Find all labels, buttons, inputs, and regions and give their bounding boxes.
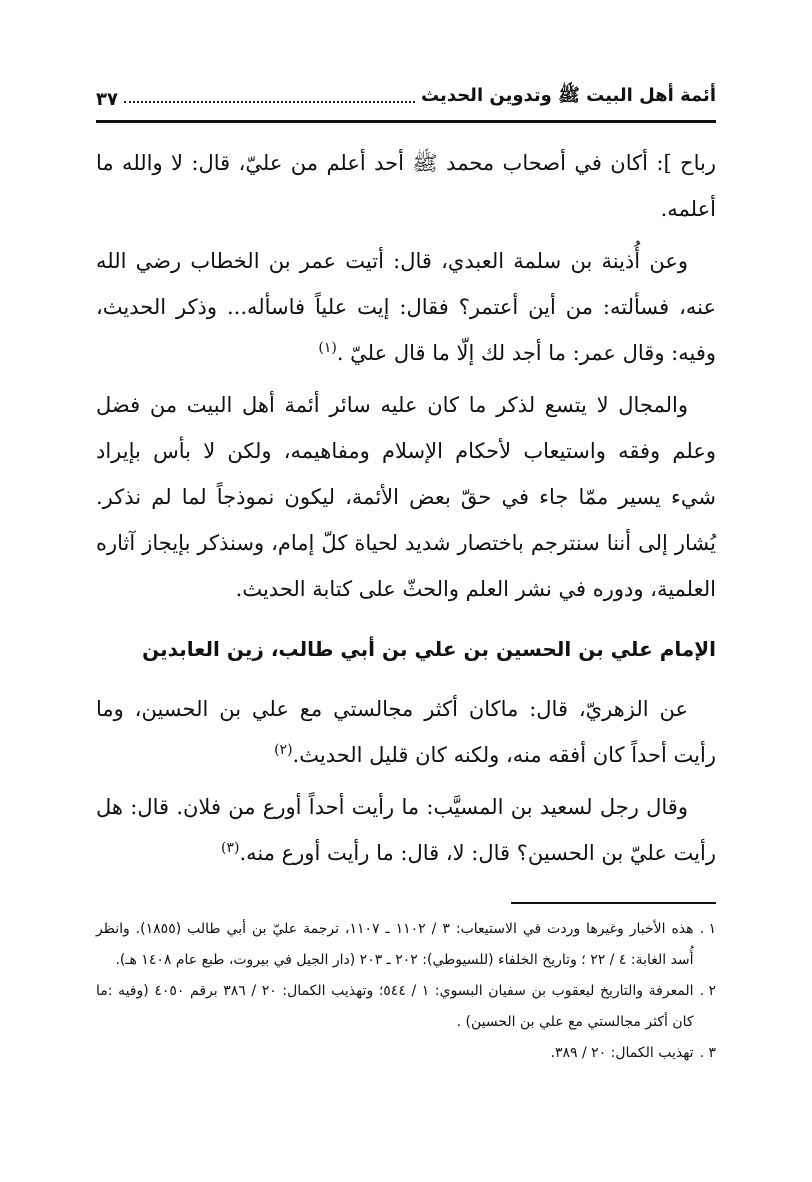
book-page: [96, 0, 716, 1182]
header-title: أئمة أهل البيت ﷺ وتدوين الحديث: [421, 85, 716, 106]
paragraph-text: وعن أُذينة بن سلمة العبدي، قال: أتيت عمر بن الخطاب رضي الله عنه، فسألته: من أين أعتمر؟ فقال: إيت علياً فاسأله... وذكر الحديث، وفيه: وقال عمر: ما أجد لك إلّا ما قال عليّ .: [96, 249, 716, 365]
paragraph: [96, 784, 716, 876]
footnote-number: ١ .: [699, 921, 716, 937]
footnote-text: هذه الأخبار وغيرها وردت في الاستيعاب: ٣ / ١١٠٢ ـ ١١٠٧، ترجمة عليّ بن أبي طالب (١٨٥٥). وانظر أُسد الغابة: ٤ / ٢٢ ؛ وتاريخ الخلفاء (للسيوطي): ٢٠٢ ـ ٢٠٣ (دار الجيل في بيروت، طبع عام ١٤٠٨ هـ).: [96, 921, 694, 968]
running-header: [96, 80, 716, 110]
footnotes: [96, 914, 716, 1069]
paragraph: [96, 382, 716, 612]
section-heading: الإمام علي بن الحسين بن علي بن أبي طالب، زين العابدين: [142, 637, 716, 661]
paragraph-text: وقال رجل لسعيد بن المسيَّب: ما رأيت أحداً أورع من فلان. قال: هل رأيت عليّ بن الحسين؟ قال: لا، قال: ما رأيت أورع منه.: [96, 795, 716, 865]
footnote-reference: (١): [318, 340, 337, 356]
paragraph-text: والمجال لا يتسع لذكر ما كان عليه سائر أئمة أهل البيت من فضل وعلم وفقه واستيعاب لأحكام الإسلام ومفاهيمه، ولكن لا بأس بإيراد شيء يسير ممّا جاء في حقّ بعض الأئمة، ليكون نموذجاً لما لم نذكر. يُشار إلى أننا سنترجم باختصار شديد لحياة كلّ إمام، وسنذكر بإيجاز آثاره العلمية، ودوره في نشر العلم والحثّ على كتابة الحديث.: [96, 393, 716, 601]
page-number: ٣٧: [96, 89, 118, 110]
footnote: [96, 976, 716, 1038]
footnote-number: ٣ .: [699, 1045, 716, 1061]
paragraph: [96, 140, 716, 232]
footnote-text: تهذيب الكمال: ٢٠ / ٣٨٩.: [550, 1045, 694, 1061]
footnote-reference: (٣): [220, 840, 240, 856]
paragraph-text: رباح ]: أكان في أصحاب محمد ﷺ أحد أعلم من عليّ، قال: لا والله ما أعلمه.: [96, 151, 716, 221]
main-text: [96, 140, 716, 882]
footnote: [96, 914, 716, 976]
paragraph-text: عن الزهريّ، قال: ماكان أكثر مجالستي مع علي بن الحسين، وما رأيت أحداً كان أفقه منه، ولكنه كان قليل الحديث.: [96, 697, 716, 767]
paragraph: [96, 686, 716, 778]
footnote-reference: (٢): [274, 742, 293, 758]
footnote-number: ٢ .: [699, 983, 716, 999]
footnote: [96, 1038, 716, 1069]
footnote-separator: [511, 902, 716, 904]
footnote-text: المعرفة والتاريخ ليعقوب بن سفيان البسوي: ١ / ٥٤٤؛ وتهذيب الكمال: ٢٠ / ٣٨٦ برقم ٤٠٥٠ (وفيه :ما كان أكثر مجالستي مع علي بن الحسين) .: [96, 983, 694, 1030]
header-rule: [96, 120, 716, 123]
paragraph: [96, 238, 716, 376]
header-leader-dots: [124, 101, 415, 103]
